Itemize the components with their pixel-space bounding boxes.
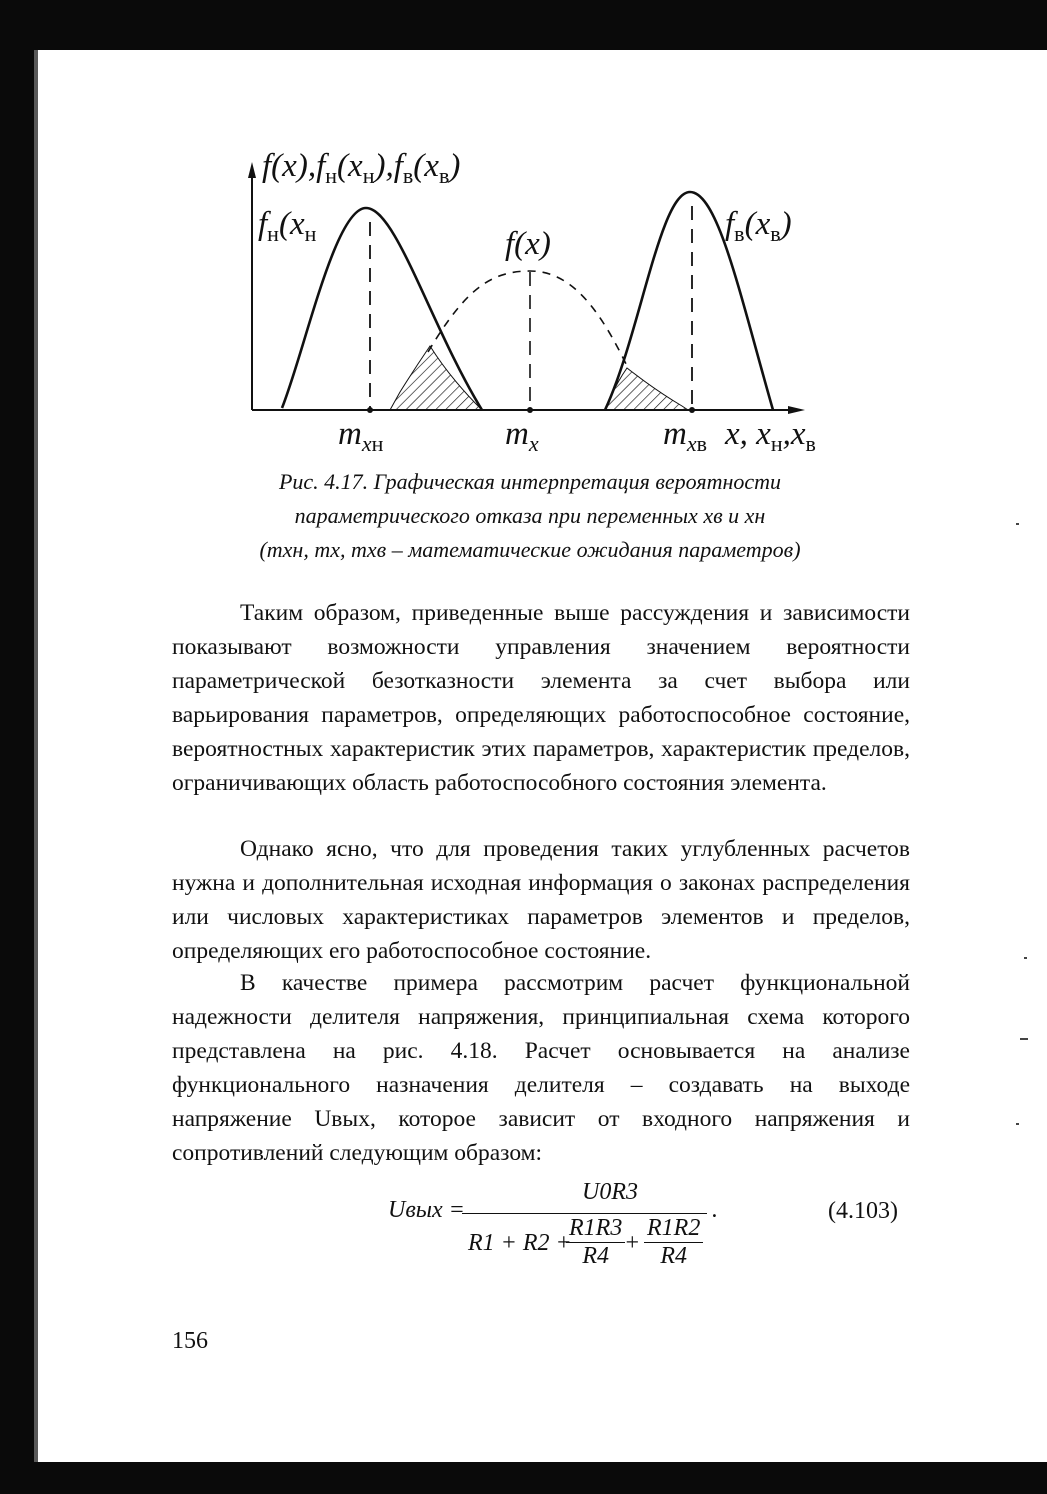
formula-fraction-1 xyxy=(566,1215,625,1270)
fraction-2-numerator: R1R2 xyxy=(644,1215,703,1243)
scan-speck xyxy=(1024,957,1027,959)
mean-point-upper xyxy=(689,407,695,413)
mean-label-x: $m_x$ xyxy=(505,416,539,456)
mean-point-x xyxy=(527,407,533,413)
y-axis-arrow xyxy=(248,162,256,178)
scan-border-bottom xyxy=(0,1462,1047,1494)
scan-border-shadow xyxy=(34,50,38,1462)
figure-caption xyxy=(200,465,860,567)
curve-label-lower: $f_н(x_н$ xyxy=(258,206,317,246)
mean-label-lower: $m_{xн}$ xyxy=(338,416,384,456)
paragraph-1: Таким образом, приведенные выше рассуждения и зависимости показывают возможности управления значением вероятности параметрической безотказности элемента за счет выбора или варьирования параметров, определяющих работоспособное состояние, вероятностных характеристик этих параметров, характеристик пределов, ограничивающих область работоспособного состояния элемента. xyxy=(172,600,910,796)
hatched-region-lower xyxy=(390,346,482,410)
formula-plus: + xyxy=(624,1230,641,1256)
curve-f-x xyxy=(428,271,628,368)
caption-line-2: параметрического отказа при переменных xв и xн xyxy=(294,503,766,528)
y-axis-label: $f(x),f_н(x_н),f_в(x_в)$ xyxy=(262,148,461,188)
scan-speck xyxy=(1016,1123,1019,1125)
hatched-region-upper xyxy=(605,368,688,410)
x-axis-arrow xyxy=(788,406,805,414)
caption-line-1: Рис. 4.17. Графическая интерпретация вероятности xyxy=(278,469,782,494)
formula-fraction-bar xyxy=(462,1213,707,1214)
mean-label-upper: $m_{xв}$ xyxy=(663,416,707,456)
scan-border-left xyxy=(0,0,34,1494)
scan-speck xyxy=(1016,523,1019,525)
x-axis-label: x, $x_н,x_в$ xyxy=(725,416,816,456)
formula-period: . xyxy=(712,1197,718,1223)
formula-denominator-lead: R1 + R2 + xyxy=(468,1230,572,1256)
formula-numerator: U0R3 xyxy=(582,1179,638,1205)
curve-label-x: f(x) xyxy=(505,226,551,262)
caption-line-3: (mxн, mx, mxв – математические ожидания параметров) xyxy=(259,537,801,562)
formula-4-103 xyxy=(380,1175,740,1285)
figure-4-17 xyxy=(200,140,860,470)
mean-point-lower xyxy=(367,407,373,413)
paragraph-2: Однако ясно, что для проведения таких углубленных расчетов нужна и дополнительная исходная информация о законах распределения или числовых характеристиках параметров элементов и пределов, определяющих его работоспособное состояние. xyxy=(172,836,910,964)
scan-speck xyxy=(1020,1038,1028,1040)
fraction-1-numerator: R1R3 xyxy=(566,1215,625,1243)
formula-fraction-2 xyxy=(644,1215,703,1270)
page-number: 156 xyxy=(172,1328,208,1354)
formula-lhs: Uвых = xyxy=(388,1197,465,1223)
paragraph-3: В качестве примера рассмотрим расчет функциональной надежности делителя напряжения, принципиальная схема которого представлена на рис. 4.18. Расчет основывается на анализе функционального назначения делителя – создавать на выходе напряжение Uвых, которое зависит от входного напряжения и сопротивлений следующим образом: xyxy=(172,970,910,1166)
fraction-1-denominator: R4 xyxy=(582,1243,609,1269)
scan-border-top xyxy=(0,0,1047,50)
fraction-2-denominator: R4 xyxy=(660,1243,687,1269)
equation-number: (4.103) xyxy=(828,1198,898,1224)
curve-label-upper: $f_в(x_в)$ xyxy=(725,206,792,246)
